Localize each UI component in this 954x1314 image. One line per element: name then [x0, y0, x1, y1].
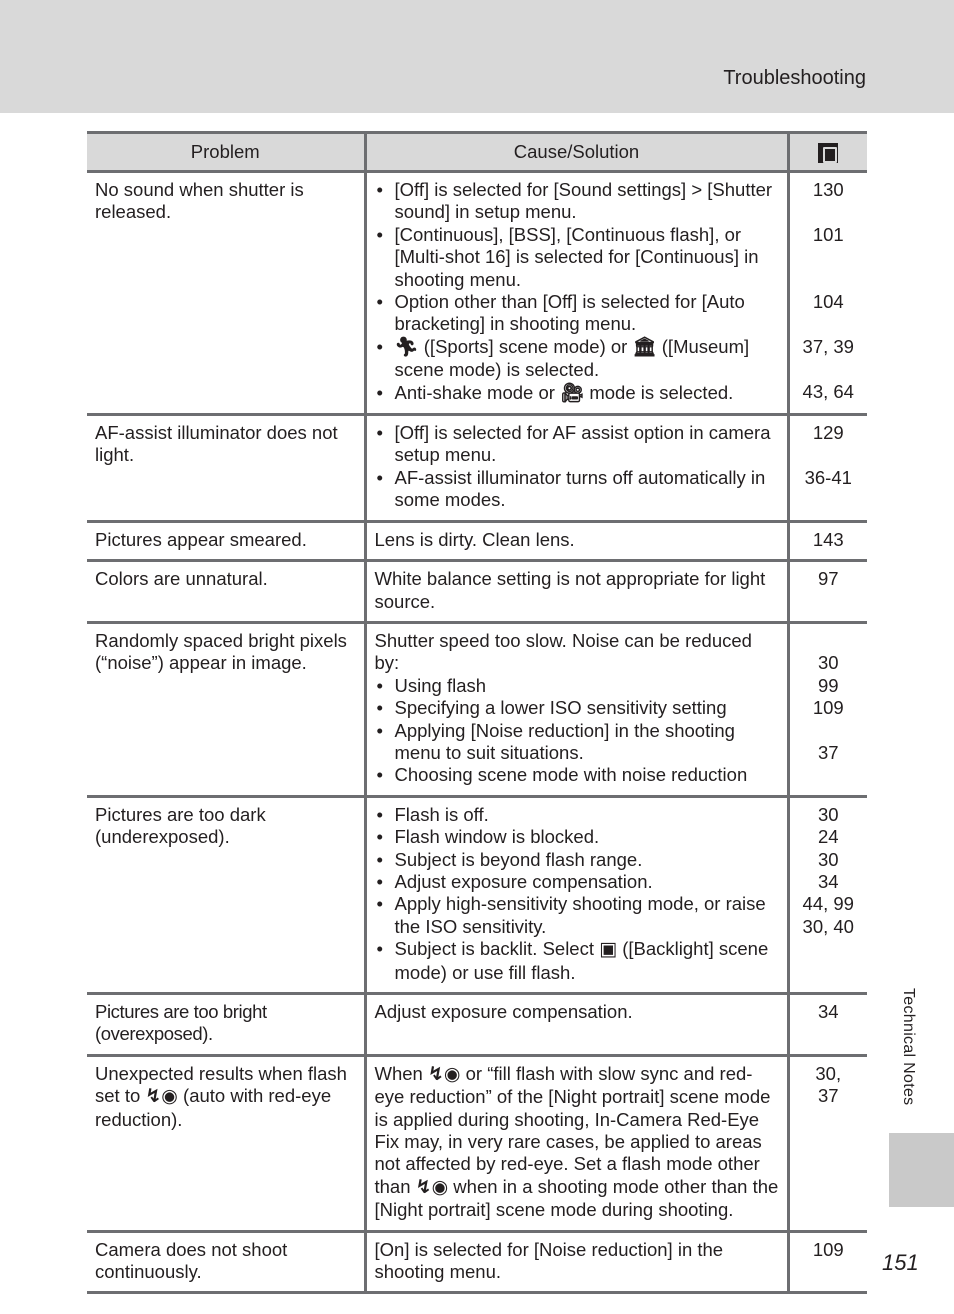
text-span: mode is selected. — [584, 381, 734, 403]
page-ref: 44, 99 — [802, 893, 854, 915]
page-ref — [798, 313, 860, 335]
page-ref: 30 — [817, 652, 839, 674]
page-ref: 34 — [817, 870, 839, 892]
cause-cell — [365, 622, 788, 796]
list-item: • Using flash — [375, 675, 779, 697]
text-span: ([Sports] scene mode) or — [418, 335, 633, 357]
list-item — [375, 938, 779, 984]
header-cause-solution: Cause/Solution — [365, 133, 788, 172]
table-header-row — [87, 133, 867, 172]
page-ref: 109 — [812, 1238, 844, 1260]
page-ref — [798, 720, 860, 742]
table-row — [87, 994, 867, 1056]
text-span: or “fill flash with slow sync and red-eye reduction” of the [Night portrait] scene mode is applied during shooting, In-Camera Red-Eye Fix may, in very rare cases, be applied to areas not affected by red-eye. Set a flash mode other than — [374, 1062, 771, 1197]
page-ref: 37, 39 — [802, 335, 854, 357]
page-ref: 30, — [815, 1062, 842, 1084]
museum-scene-icon: 🏛︎ — [632, 336, 657, 358]
list-item: • Applying [Noise reduction] in the shooting menu to suit situations. — [375, 720, 779, 765]
text-span: When — [374, 1062, 428, 1084]
header-problem: Problem — [87, 133, 365, 172]
table-row — [87, 1055, 867, 1231]
list-item: • [Continuous], [BSS], [Continuous flash], or [Multi-shot 16] is selected for [Continuous] in shooting menu. — [375, 224, 779, 291]
cause-cell: Lens is dirty. Clean lens. — [365, 521, 788, 560]
list-item: • Flash is off. — [375, 804, 779, 826]
page-ref: 37 — [817, 1085, 839, 1107]
page-ref — [798, 358, 860, 380]
page-ref: 36-41 — [804, 466, 852, 488]
reference-cell — [788, 415, 867, 522]
cause-cell: Adjust exposure compensation. — [365, 994, 788, 1056]
text-span: Subject is backlit. Select — [394, 938, 600, 960]
page-ref — [798, 630, 860, 652]
page-ref: 130 — [812, 179, 844, 200]
text-span: ([Backlight] scene mode) or use fill flash. — [394, 938, 769, 983]
table-row — [87, 796, 867, 993]
reference-cell — [788, 172, 867, 415]
page-ref: 30 — [817, 848, 839, 870]
page-ref: 99 — [817, 674, 839, 696]
cause-intro: Shutter speed too slow. Noise can be reduced by: — [374, 629, 752, 674]
flash-red-eye-icon: ↯◉ — [427, 1063, 461, 1085]
page-ref: 143 — [812, 528, 844, 550]
reference-cell — [788, 561, 867, 623]
page-ref — [798, 444, 860, 466]
reference-cell — [788, 521, 867, 560]
text-span: ([Museum] scene mode) is selected. — [394, 335, 750, 381]
movie-mode-icon: 🎥︎ — [560, 382, 585, 404]
page-ref: 30 — [817, 803, 839, 825]
list-item: • [Off] is selected for [Sound settings] > [Shutter sound] in setup menu. — [375, 179, 779, 224]
problem-cell: Colors are unnatural. — [87, 561, 365, 623]
cause-cell — [365, 1055, 788, 1231]
page-ref: 37 — [817, 741, 839, 763]
list-item: • Apply high-sensitivity shooting mode, or raise the ISO sensitivity. — [375, 893, 779, 938]
list-item: • Adjust exposure compensation. — [375, 871, 779, 893]
text-span: (auto with red-eye reduction). — [95, 1085, 332, 1130]
troubleshooting-table — [87, 131, 867, 1294]
table-row — [87, 521, 867, 560]
problem-cell: No sound when shutter is released. — [87, 172, 365, 415]
list-item: • AF-assist illuminator turns off automatically in some modes. — [375, 467, 779, 512]
section-title: Troubleshooting — [723, 67, 866, 89]
header-reference — [788, 133, 867, 172]
list-item — [375, 382, 779, 405]
sports-scene-icon: 🏃︎ — [394, 336, 419, 358]
list-item: • Subject is beyond flash range. — [375, 849, 779, 871]
list-item: • Specifying a lower ISO sensitivity setting — [375, 697, 779, 719]
table-row — [87, 622, 867, 796]
problem-cell: AF-assist illuminator does not light. — [87, 415, 365, 522]
problem-cell: Pictures are too dark (underexposed). — [87, 796, 365, 993]
page-ref — [798, 201, 860, 223]
page-ref: 24 — [817, 826, 839, 848]
page-ref: 30, 40 — [802, 915, 854, 937]
chapter-tab — [889, 1133, 954, 1207]
cause-cell — [365, 172, 788, 415]
problem-cell: Randomly spaced bright pixels (“noise”) appear in image. — [87, 622, 365, 796]
reference-cell — [788, 1055, 867, 1231]
list-item: • Choosing scene mode with noise reduction — [375, 764, 779, 786]
list-item: • [Off] is selected for AF assist option in camera setup menu. — [375, 422, 779, 467]
page-ref: 101 — [812, 223, 844, 245]
reference-page-icon — [818, 143, 838, 163]
backlight-scene-icon: ▣ — [599, 939, 618, 961]
text-span: Anti-shake mode or — [394, 381, 561, 403]
problem-cell — [87, 1055, 365, 1231]
page-ref: 109 — [812, 697, 844, 719]
page-ref: 97 — [817, 568, 839, 590]
table-row — [87, 561, 867, 623]
cause-cell: [On] is selected for [Noise reduction] in the shooting menu. — [365, 1231, 788, 1293]
cause-cell — [365, 796, 788, 993]
text-span: Unexpected results when flash set to — [95, 1062, 347, 1107]
cause-cell: White balance setting is not appropriate for light source. — [365, 561, 788, 623]
list-item — [375, 336, 779, 382]
flash-red-eye-icon: ↯◉ — [415, 1176, 449, 1198]
reference-cell — [788, 622, 867, 796]
page-ref: 129 — [812, 422, 844, 444]
table-row — [87, 415, 867, 522]
problem-cell: Pictures are too bright (overexposed). — [87, 994, 365, 1056]
list-item: • Flash window is blocked. — [375, 826, 779, 848]
page-ref: 34 — [817, 1001, 839, 1022]
problem-cell: Pictures appear smeared. — [87, 521, 365, 560]
table-row — [87, 1231, 867, 1293]
reference-cell — [788, 994, 867, 1056]
text-span: when in a shooting mode other than the [Night portrait] scene mode during shooting. — [374, 1175, 779, 1221]
list-item: • Option other than [Off] is selected for [Auto bracketing] in shooting menu. — [375, 291, 779, 336]
problem-cell: Camera does not shoot continuously. — [87, 1231, 365, 1293]
reference-cell — [788, 796, 867, 993]
cause-cell — [365, 415, 788, 522]
flash-red-eye-icon: ↯◉ — [145, 1086, 178, 1108]
page-ref: 43, 64 — [802, 380, 854, 402]
page-ref: 104 — [812, 290, 844, 312]
chapter-side-label: Technical Notes — [900, 988, 917, 1106]
reference-cell — [788, 1231, 867, 1293]
header-band — [0, 0, 954, 113]
page-ref — [798, 246, 860, 268]
page-ref — [798, 269, 860, 291]
page-number: 151 — [882, 1250, 919, 1275]
table-row — [87, 172, 867, 415]
